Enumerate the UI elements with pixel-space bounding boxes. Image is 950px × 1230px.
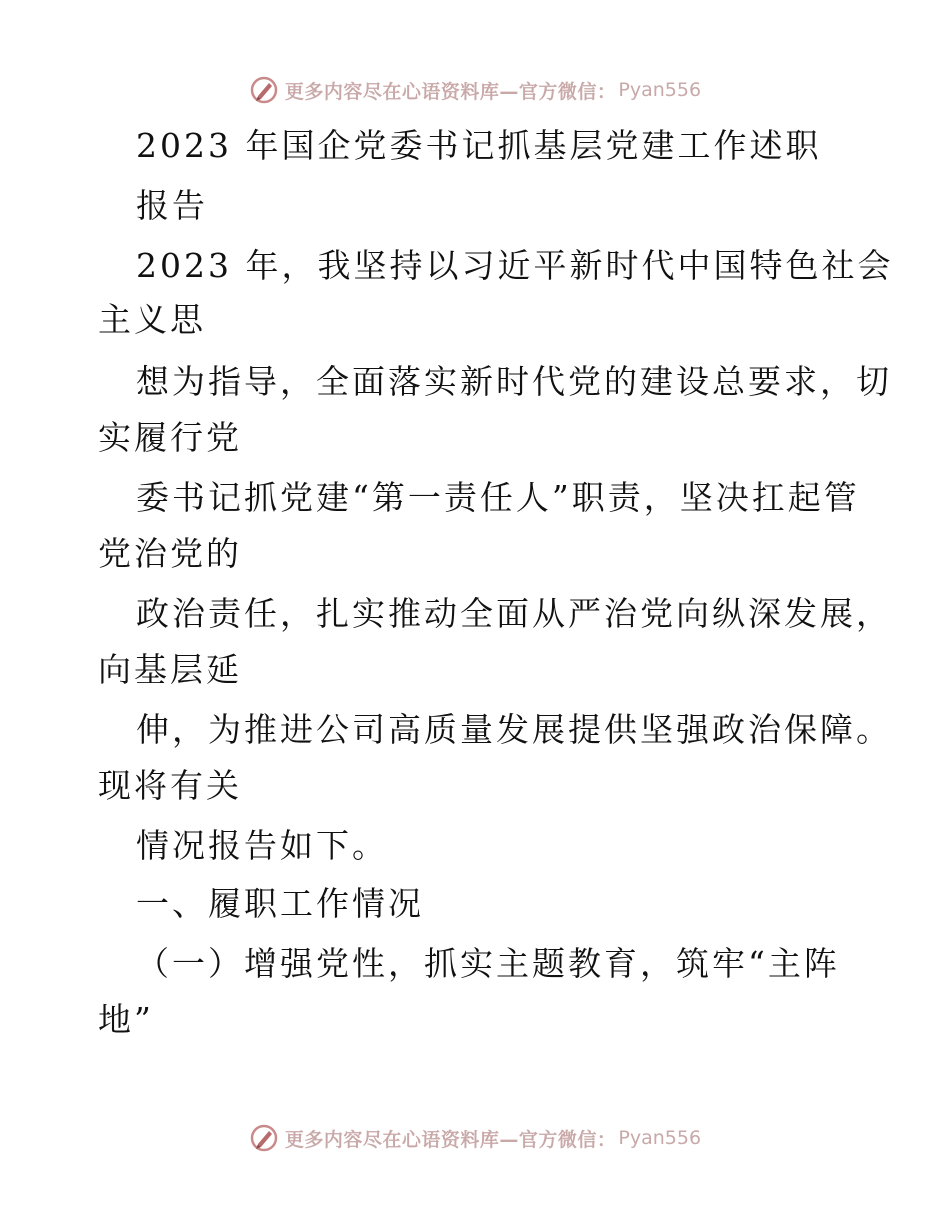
paragraph-line: 情况报告如下。 xyxy=(136,826,388,865)
paragraph-line: 委书记抓党建“第一责任人”职责，坚决扛起管 xyxy=(136,478,860,517)
subsection-heading: （一）增强党性，抓实主题教育，筑牢“主阵 xyxy=(136,944,840,983)
paragraph-line: 主义思 xyxy=(98,300,206,339)
paragraph-line: 伸，为推进公司高质量发展提供坚强政治保障。 xyxy=(136,710,892,749)
paragraph-line: 实履行党 xyxy=(98,418,242,457)
watermark-text: 更多内容尽在心语资料库—官方微信： xyxy=(284,1128,617,1151)
watermark-wechat-id: Pyan556 xyxy=(618,79,702,101)
paragraph-line: 2023 年，我坚持以习近平新时代中国特色社会 xyxy=(136,246,894,285)
paragraph-line: 党治党的 xyxy=(98,534,242,573)
pen-seal-icon xyxy=(249,1123,279,1153)
footer-watermark xyxy=(0,1118,950,1158)
watermark-wechat-id: Pyan556 xyxy=(618,1127,702,1149)
watermark-text: 更多内容尽在心语资料库—官方微信： xyxy=(284,80,617,103)
section-heading: 一、履职工作情况 xyxy=(136,884,424,923)
title-line-1: 2023 年国企党委书记抓基层党建工作述职 xyxy=(136,126,822,165)
subsection-heading-cont: 地” xyxy=(98,1000,154,1039)
paragraph-line: 现将有关 xyxy=(98,766,242,805)
paragraph-line: 政治责任，扎实推动全面从严治党向纵深发展， xyxy=(136,594,892,633)
title-line-2: 报告 xyxy=(136,186,208,225)
paragraph-line: 向基层延 xyxy=(98,650,242,689)
paragraph-line: 想为指导，全面落实新时代党的建设总要求，切 xyxy=(136,362,892,401)
